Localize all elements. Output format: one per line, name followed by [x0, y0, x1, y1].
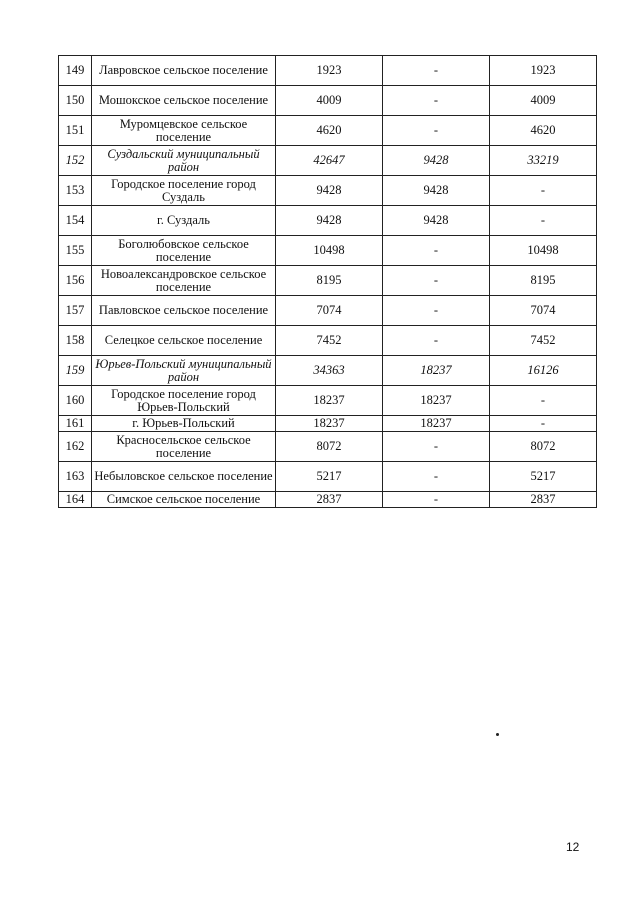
value-urban: -	[383, 296, 490, 326]
value-total: 7074	[276, 296, 383, 326]
value-rural: 16126	[490, 356, 597, 386]
value-total: 42647	[276, 146, 383, 176]
value-urban: 18237	[383, 386, 490, 416]
table-row	[59, 206, 597, 236]
value-rural: 10498	[490, 236, 597, 266]
settlement-name: Мошокское сельское поселение	[92, 86, 276, 116]
row-number: 152	[59, 146, 92, 176]
value-total: 34363	[276, 356, 383, 386]
value-urban: -	[383, 56, 490, 86]
table-row	[59, 432, 597, 462]
value-rural: 33219	[490, 146, 597, 176]
value-total: 1923	[276, 56, 383, 86]
settlement-name: Красносельское сельское поселение	[92, 432, 276, 462]
row-number: 158	[59, 326, 92, 356]
settlement-name: Суздальский муниципальный район	[92, 146, 276, 176]
row-number: 151	[59, 116, 92, 146]
settlement-name: Боголюбовское сельское поселение	[92, 236, 276, 266]
table-row	[59, 86, 597, 116]
value-rural: -	[490, 386, 597, 416]
row-number: 156	[59, 266, 92, 296]
value-rural: 7074	[490, 296, 597, 326]
row-number: 161	[59, 416, 92, 432]
row-number: 163	[59, 462, 92, 492]
row-number: 157	[59, 296, 92, 326]
value-total: 4620	[276, 116, 383, 146]
row-number: 150	[59, 86, 92, 116]
row-number: 160	[59, 386, 92, 416]
settlement-name: Городское поселение город Суздаль	[92, 176, 276, 206]
value-urban: -	[383, 462, 490, 492]
stray-mark	[496, 733, 499, 736]
page-number: 12	[566, 840, 580, 854]
settlement-name: Небыловское сельское поселение	[92, 462, 276, 492]
settlement-name: Павловское сельское поселение	[92, 296, 276, 326]
settlement-name: Селецкое сельское поселение	[92, 326, 276, 356]
value-rural: 7452	[490, 326, 597, 356]
value-urban: 9428	[383, 176, 490, 206]
value-rural: 4009	[490, 86, 597, 116]
value-rural: 8195	[490, 266, 597, 296]
table-row-district	[59, 146, 597, 176]
value-total: 18237	[276, 416, 383, 432]
row-number: 149	[59, 56, 92, 86]
table-row	[59, 236, 597, 266]
value-rural: 2837	[490, 492, 597, 508]
value-urban: -	[383, 86, 490, 116]
table-row-district	[59, 356, 597, 386]
value-urban: 18237	[383, 356, 490, 386]
settlement-name: Новоалександровское сельское поселение	[92, 266, 276, 296]
settlement-name: Симское сельское поселение	[92, 492, 276, 508]
value-urban: 9428	[383, 146, 490, 176]
row-number: 153	[59, 176, 92, 206]
value-rural: 5217	[490, 462, 597, 492]
value-urban: -	[383, 492, 490, 508]
settlement-name: Лавровское сельское поселение	[92, 56, 276, 86]
value-total: 7452	[276, 326, 383, 356]
table-row	[59, 386, 597, 416]
row-number: 155	[59, 236, 92, 266]
row-number: 162	[59, 432, 92, 462]
table-row	[59, 296, 597, 326]
value-total: 4009	[276, 86, 383, 116]
value-urban: 9428	[383, 206, 490, 236]
value-rural: 4620	[490, 116, 597, 146]
row-number: 154	[59, 206, 92, 236]
value-rural: 1923	[490, 56, 597, 86]
table-body	[59, 56, 597, 508]
table-row	[59, 462, 597, 492]
value-urban: -	[383, 266, 490, 296]
settlement-name: г. Суздаль	[92, 206, 276, 236]
value-total: 9428	[276, 176, 383, 206]
value-total: 8195	[276, 266, 383, 296]
value-urban: -	[383, 236, 490, 266]
value-rural: -	[490, 206, 597, 236]
value-total: 18237	[276, 386, 383, 416]
table-row	[59, 326, 597, 356]
settlement-name: Городское поселение город Юрьев-Польский	[92, 386, 276, 416]
row-number: 159	[59, 356, 92, 386]
value-total: 5217	[276, 462, 383, 492]
value-rural: -	[490, 416, 597, 432]
value-urban: -	[383, 432, 490, 462]
table-row	[59, 492, 597, 508]
table-row	[59, 56, 597, 86]
settlement-name: Муромцевское сельское поселение	[92, 116, 276, 146]
table-row	[59, 416, 597, 432]
value-urban: -	[383, 116, 490, 146]
value-total: 9428	[276, 206, 383, 236]
settlements-table	[58, 55, 597, 508]
value-rural: -	[490, 176, 597, 206]
value-total: 10498	[276, 236, 383, 266]
value-total: 2837	[276, 492, 383, 508]
table-row	[59, 116, 597, 146]
value-rural: 8072	[490, 432, 597, 462]
value-urban: 18237	[383, 416, 490, 432]
table-row	[59, 266, 597, 296]
value-total: 8072	[276, 432, 383, 462]
table-row	[59, 176, 597, 206]
value-urban: -	[383, 326, 490, 356]
settlement-name: г. Юрьев-Польский	[92, 416, 276, 432]
row-number: 164	[59, 492, 92, 508]
settlement-name: Юрьев-Польский муниципальный район	[92, 356, 276, 386]
